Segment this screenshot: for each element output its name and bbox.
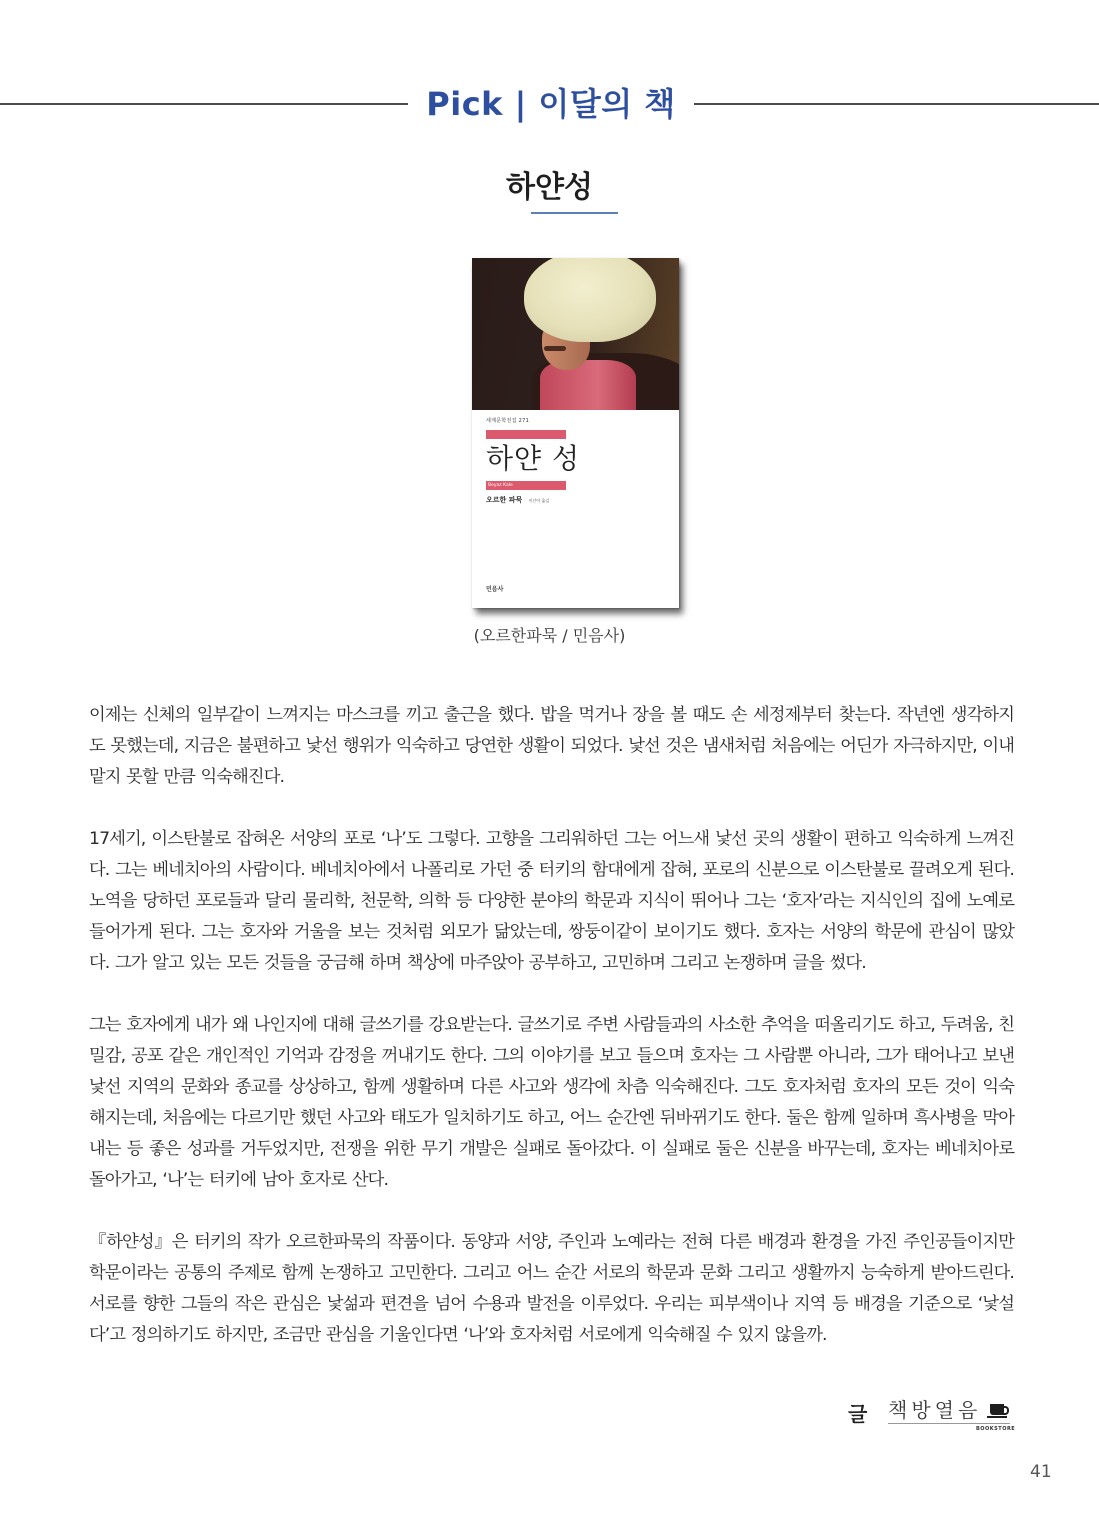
book-caption: (오르한파묵 / 민음사) <box>473 626 626 645</box>
article-body <box>89 700 1014 1382</box>
cover-author-name: 오르한 파묵 <box>486 496 523 504</box>
cover-series-label: 세계문학전집 271 <box>486 418 530 424</box>
signature-label: 글 <box>848 1402 868 1426</box>
article-paragraph: 『하얀성』은 터키의 작가 오르한파묵의 작품이다. 동양과 서양, 주인과 노예라는 전혀 다른 배경과 환경을 가진 주인공들이지만 학문이라는 공통의 주제로 함께 논쟁하고 고민한다. 그리고 어느 순간 서로의 학문과 문화 그리고 생활까지 능숙하게 받아드린다. 서로를 향한 그들의 작은 관심은 낯섦과 편견을 넘어 수용과 발전을 이루었다. 우리는 피부색이나 지역 등 배경을 기준으로 ‘낯설다’고 정의하기도 하지만, 조금만 관심을 기울인다면 ‘나’와 호자처럼 서로에게 익숙해질 수 있지 않을까. <box>89 1232 1014 1345</box>
section-header <box>0 82 1099 126</box>
cover-publisher: 민음사 <box>486 586 504 593</box>
header-divider-left <box>0 103 408 105</box>
article-paragraph: 17세기, 이스탄불로 잡혀온 서양의 포로 ‘나’도 그렇다. 고향을 그리워하던 그는 어느새 낯선 곳의 생활이 편하고 익숙하게 느껴진다. 그는 베네치아의 사람이다. 베네치아에서 나폴리로 가던 중 터키의 함대에게 잡혀, 포로의 신분으로 이스탄불로 끌려오게 된다. 노역을 당하던 포로들과 달리 물리학, 천문학, 의학 등 다양한 분야의 학문과 지식이 뛰어나 그는 ‘호자’라는 지식인의 집에 노예로 들어가게 된다. 그는 호자와 거울을 보는 것처럼 외모가 닮았는데, 쌍둥이같이 보이기도 했다. 호자는 서양의 학문에 관심이 많았다. 그가 알고 있는 모든 것들을 궁금해 하며 책상에 마주앉아 공부하고, 고민하며 그리고 논쟁하며 글을 썼다. <box>89 829 1014 973</box>
section-title: Pick | 이달의 책 <box>426 85 676 123</box>
cover-accent-bar <box>486 430 566 439</box>
author-signature <box>848 1398 1018 1438</box>
title-underline <box>531 212 618 214</box>
header-divider-right <box>694 103 1099 105</box>
bookstore-logo: 책방열음 <box>888 1398 982 1422</box>
book-title: 하얀성 <box>506 170 593 205</box>
article-paragraph: 그는 호자에게 내가 왜 나인지에 대해 글쓰기를 강요받는다. 글쓰기로 주변 사람들과의 사소한 추억을 떠올리기도 하고, 두려움, 친밀감, 공포 같은 개인적인 기억과 감정을 꺼내기도 한다. 그의 이야기를 보고 들으며 호자는 그 사람뿐 아니라, 그가 태어나고 보낸 낯선 지역의 문화와 종교를 상상하고, 함께 생활하며 다른 사고와 생각에 차츰 익숙해진다. 그도 호자처럼 호자의 모든 것이 익숙해지는데, 처음에는 다르기만 했던 사고와 태도가 일치하기도 하고, 어느 순간엔 뒤바뀌기도 한다. 둘은 함께 일하며 흑사병을 막아내는 등 좋은 성과를 거두었지만, 전쟁을 위한 무기 개발은 실패로 돌아갔다. 이 실패로 둘은 신분을 바꾸는데, 호자는 베네치아로 돌아가고, ‘나’는 터키에 남아 호자로 산다. <box>89 1015 1014 1190</box>
cover-original-title: Beyaz Kale <box>488 483 513 488</box>
cover-author <box>486 495 549 505</box>
cover-translator: 이난아 옮김 <box>528 498 550 503</box>
coffee-saucer-icon <box>987 1416 1007 1418</box>
bookstore-logo-subtitle: BOOKSTORE <box>976 1426 1016 1432</box>
article-paragraph: 이제는 신체의 일부같이 느껴지는 마스크를 끼고 출근을 했다. 밥을 먹거나 장을 볼 때도 손 세정제부터 찾는다. 작년엔 생각하지도 못했는데, 지금은 불편하고 낯선 행위가 익숙하고 당연한 생활이 되었다. 낯선 것은 냄새처럼 처음에는 어딘가 자극하지만, 이내 맡지 못할 만큼 익숙해진다. <box>89 705 1014 787</box>
cover-original-title-bar <box>486 481 566 490</box>
page-number: 41 <box>1030 1462 1052 1482</box>
coffee-cup-handle-icon <box>1002 1406 1009 1415</box>
cover-portrait-painting <box>472 258 679 410</box>
logo-underline <box>888 1423 1010 1424</box>
book-cover-image <box>472 258 679 608</box>
cover-title: 하얀 성 <box>486 442 581 475</box>
